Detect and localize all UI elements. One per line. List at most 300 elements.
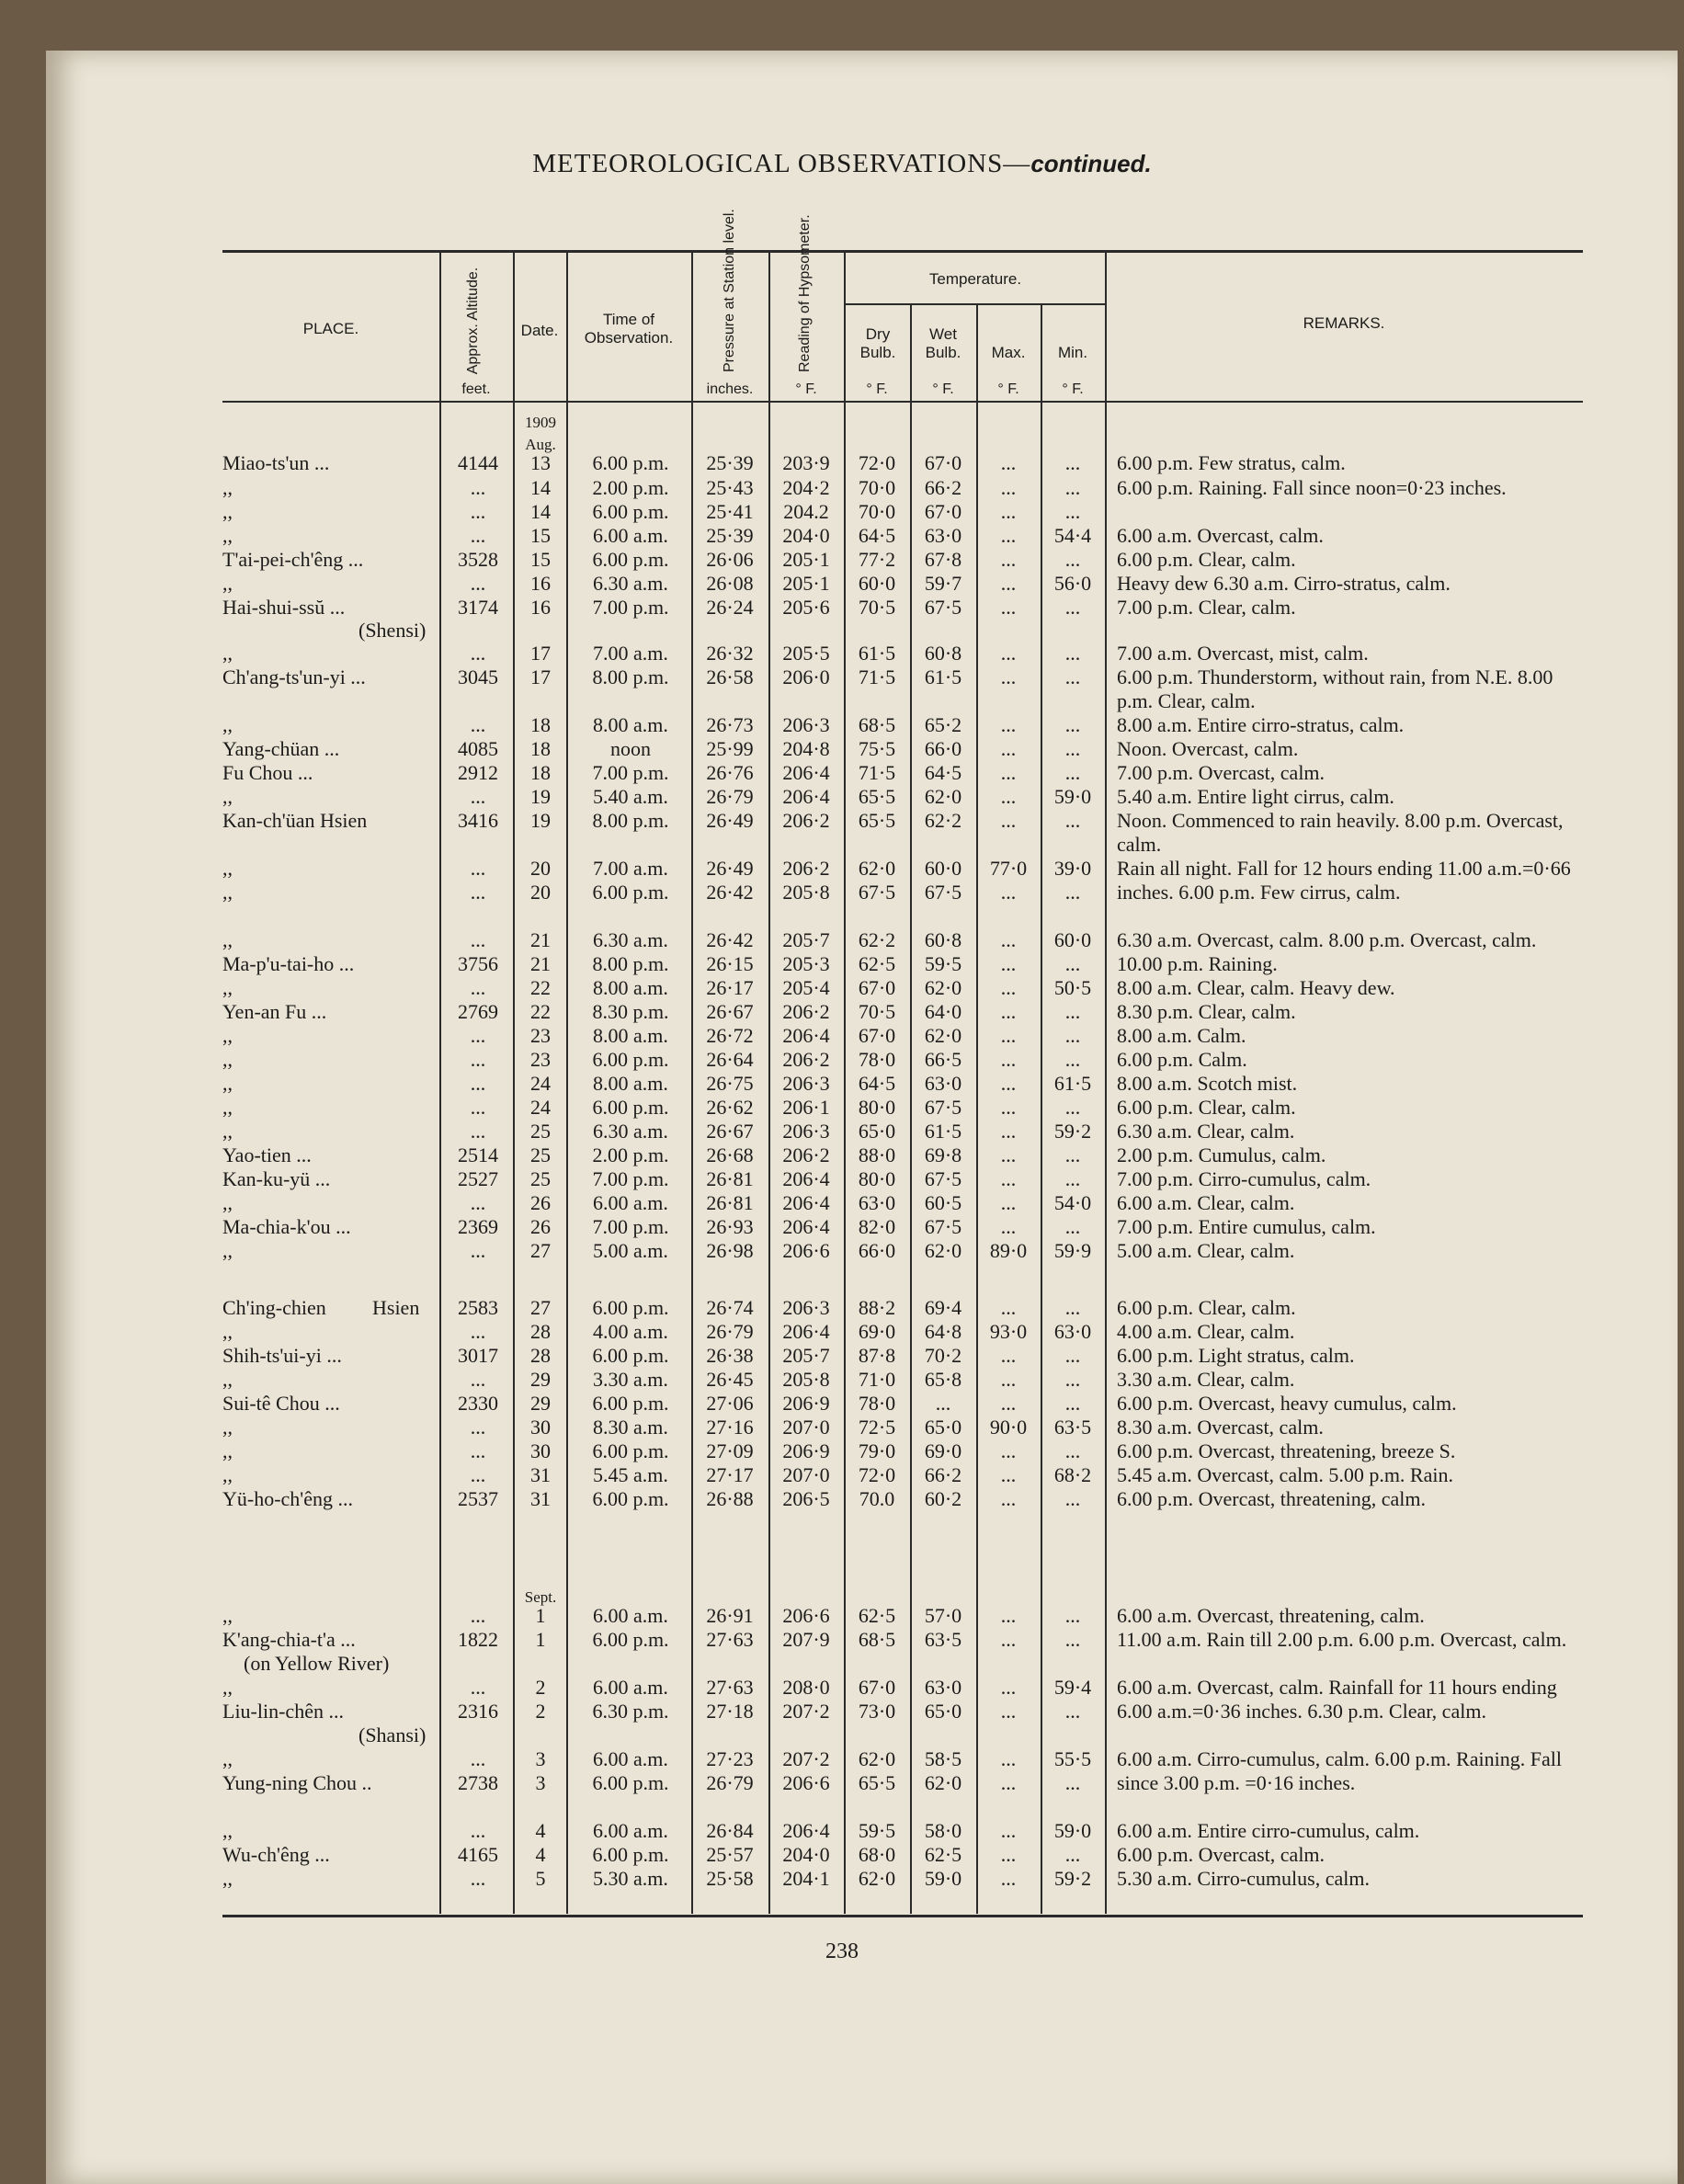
dry-bulb-cell: 62·0 [858, 1747, 896, 1770]
max-temp-cell: ... [1000, 976, 1017, 999]
remarks-cell: 6.00 a.m. Overcast, threatening, calm. [1117, 1604, 1425, 1627]
max-temp-cell: 93·0 [989, 1320, 1028, 1343]
max-temp-cell: ... [1000, 1392, 1017, 1415]
hypsometer-cell: 205·4 [782, 976, 830, 999]
date-cell: 16 [530, 596, 551, 619]
dry-bulb-cell: 67·0 [858, 1024, 896, 1047]
hypsometer-cell: 204·8 [782, 737, 830, 760]
max-temp-cell: ... [1000, 1167, 1017, 1190]
place-cell: Hai-shui-ssŭ ... [222, 596, 346, 619]
pressure-cell: 26·88 [706, 1487, 754, 1510]
date-cell: 14 [530, 500, 551, 523]
pressure-cell: 26·81 [706, 1167, 754, 1190]
table-row [0, 1143, 1684, 1167]
remarks-cell: Noon. Commenced to rain heavily. 8.00 p.m. Overcast, calm. [1117, 809, 1564, 856]
dry-bulb-cell: 70.0 [859, 1487, 895, 1510]
max-temp-cell: ... [1000, 1747, 1017, 1770]
remarks-cell: 7.00 p.m. Clear, calm. [1117, 596, 1296, 619]
pressure-cell: 27·63 [706, 1628, 754, 1651]
dry-bulb-cell: 62·5 [858, 952, 896, 975]
min-temp-cell: 59·4 [1053, 1676, 1092, 1699]
remarks-cell: 2.00 p.m. Cumulus, calm. [1117, 1143, 1326, 1166]
min-temp-cell: ... [1064, 737, 1081, 760]
min-temp-cell: ... [1064, 881, 1081, 904]
time-cell: 6.30 a.m. [593, 1120, 668, 1143]
wet-bulb-cell: 63·5 [924, 1628, 962, 1651]
header-dry: Dry Bulb. [859, 325, 896, 361]
remarks-cell: 7.00 p.m. Cirro-cumulus, calm. [1117, 1167, 1371, 1190]
pressure-cell: 25·99 [706, 737, 754, 760]
altitude-cell: ... [470, 1463, 486, 1486]
altitude-cell: ... [470, 713, 486, 736]
min-temp-cell: 63·5 [1053, 1416, 1092, 1439]
min-temp-cell: 54·4 [1053, 524, 1092, 547]
min-temp-cell: 60·0 [1053, 928, 1092, 951]
hypsometer-cell: 205·6 [782, 596, 830, 619]
date-cell: 29 [530, 1368, 551, 1391]
table-row [0, 1487, 1684, 1511]
dry-bulb-cell: 63·0 [858, 1191, 896, 1214]
hypsometer-cell: 206·4 [782, 1320, 830, 1343]
place-cell: ,, [222, 713, 233, 736]
place-cell: ,, [222, 1747, 233, 1770]
hypsometer-cell: 206·6 [782, 1771, 830, 1794]
wet-bulb-cell: 65·8 [924, 1368, 962, 1391]
pressure-cell: 26·76 [706, 761, 754, 784]
dry-bulb-cell: 62·5 [858, 1604, 896, 1627]
place-cell: Yen-an Fu ... [222, 1000, 327, 1023]
wet-bulb-cell: 67·0 [924, 451, 962, 474]
dry-bulb-cell: 80·0 [858, 1167, 896, 1190]
pressure-cell: 25·41 [706, 500, 754, 523]
place-cell: ,, [222, 928, 233, 951]
dry-bulb-cell: 78·0 [858, 1392, 896, 1415]
altitude-cell: ... [470, 1191, 486, 1214]
date-cell: 31 [530, 1463, 551, 1486]
hypsometer-cell: 206·0 [782, 665, 830, 688]
pressure-cell: 26·79 [706, 1771, 754, 1794]
min-temp-cell: ... [1064, 1771, 1081, 1794]
wet-bulb-cell: 66·0 [924, 737, 962, 760]
remarks-cell: 7.00 p.m. Entire cumulus, calm. [1117, 1215, 1376, 1238]
max-temp-cell: ... [1000, 524, 1017, 547]
dry-bulb-cell: 70·0 [858, 500, 896, 523]
table-row [0, 1000, 1684, 1024]
altitude-cell: ... [470, 1819, 486, 1842]
date-cell: 18 [530, 761, 551, 784]
min-temp-cell: ... [1064, 1843, 1081, 1866]
pressure-cell: 26·08 [706, 572, 754, 595]
max-temp-cell: ... [1000, 1191, 1017, 1214]
date-cell: 23 [530, 1024, 551, 1047]
min-temp-cell: 63·0 [1053, 1320, 1092, 1343]
dry-bulb-cell: 65·0 [858, 1120, 896, 1143]
hypsometer-cell: 206·4 [782, 1215, 830, 1238]
pressure-cell: 26·62 [706, 1096, 754, 1119]
table-row [0, 737, 1684, 761]
max-temp-cell: ... [1000, 1487, 1017, 1510]
min-temp-cell: 59·0 [1053, 785, 1092, 808]
remarks-cell: 6.30 a.m. Clear, calm. [1117, 1120, 1295, 1143]
header-bottom-rule [222, 401, 1583, 403]
min-temp-cell: ... [1064, 1344, 1081, 1367]
max-temp-cell: ... [1000, 1344, 1017, 1367]
date-cell: 17 [530, 665, 551, 688]
min-temp-cell: 55·5 [1053, 1747, 1092, 1770]
wet-bulb-cell: 62·0 [924, 1771, 962, 1794]
header-max: Max. [991, 344, 1026, 361]
time-cell: 6.30 p.m. [592, 1700, 669, 1723]
altitude-cell: 3528 [458, 548, 498, 571]
hypsometer-cell: 205·7 [782, 928, 830, 951]
remarks-cell: 6.00 p.m. Overcast, threatening, breeze S. [1117, 1439, 1456, 1462]
max-temp-cell: ... [1000, 737, 1017, 760]
min-temp-cell: ... [1064, 476, 1081, 499]
place-cell: K'ang-chia-t'a ... [222, 1628, 356, 1651]
remarks-cell: 11.00 a.m. Rain till 2.00 p.m. 6.00 p.m. Overcast, calm. [1117, 1628, 1567, 1651]
altitude-cell: 2738 [458, 1771, 498, 1794]
table-row [0, 1344, 1684, 1368]
min-temp-cell: ... [1064, 1700, 1081, 1723]
pressure-cell: 26·73 [706, 713, 754, 736]
remarks-cell: 6.00 p.m. Light stratus, calm. [1117, 1344, 1355, 1367]
hypsometer-cell: 207·2 [782, 1700, 830, 1723]
altitude-cell: 2369 [458, 1215, 498, 1238]
wet-bulb-cell: 69·8 [924, 1143, 962, 1166]
hypsometer-cell: 206·6 [782, 1239, 830, 1262]
header-hypsometer: Reading of Hypsometer. [797, 214, 813, 372]
header-place: PLACE. [302, 320, 359, 337]
time-cell: 6.00 p.m. [592, 1628, 669, 1651]
date-cell: 18 [530, 713, 551, 736]
pressure-cell: 26·49 [706, 809, 754, 832]
dry-bulb-cell: 62·0 [858, 857, 896, 880]
time-cell: 3.30 a.m. [593, 1368, 668, 1391]
remarks-cell: 6.00 p.m. Clear, calm. [1117, 1096, 1296, 1119]
altitude-cell: 2769 [458, 1000, 498, 1023]
header-min: Min. [1057, 344, 1088, 361]
max-temp-cell: ... [1000, 1604, 1017, 1627]
altitude-cell: ... [470, 1024, 486, 1047]
wet-bulb-cell: ... [935, 1392, 951, 1415]
pressure-cell: 25·43 [706, 476, 754, 499]
date-cell: 22 [530, 1000, 551, 1023]
time-cell: 6.00 a.m. [593, 1191, 668, 1214]
header-altitude: Approx. Altitude. [465, 267, 481, 375]
hypsometer-cell: 206·2 [782, 809, 830, 832]
wet-bulb-cell: 65·0 [924, 1700, 962, 1723]
max-temp-cell: 77·0 [989, 857, 1028, 880]
header-time: Time of Observation. [584, 311, 674, 347]
table-row [0, 1368, 1684, 1392]
altitude-cell: ... [470, 642, 486, 665]
wet-bulb-cell: 62·5 [924, 1843, 962, 1866]
remarks-cell: 8.00 a.m. Calm. [1117, 1024, 1246, 1047]
min-temp-cell: ... [1064, 1096, 1081, 1119]
hypsometer-cell: 206·2 [782, 857, 830, 880]
min-temp-cell: ... [1064, 713, 1081, 736]
remarks-cell: Rain all night. Fall for 12 hours ending 11.00 a.m.=0·66 inches. 6.00 p.m. Few cirrus, calm. [1117, 857, 1571, 904]
wet-bulb-cell: 61·5 [924, 1120, 962, 1143]
date-cell: 20 [530, 857, 551, 880]
time-cell: 6.30 a.m. [593, 572, 668, 595]
place-cell: Ma-p'u-tai-ho ... [222, 952, 355, 975]
date-cell: 19 [530, 809, 551, 832]
wet-bulb-cell: 60·8 [924, 642, 962, 665]
month-sept: Sept. [524, 1588, 557, 1606]
pressure-cell: 25·58 [706, 1867, 754, 1890]
pressure-cell: 26·79 [706, 1320, 754, 1343]
hypsometer-cell: 206·4 [782, 1191, 830, 1214]
min-temp-cell: ... [1064, 1215, 1081, 1238]
date-cell: 24 [530, 1096, 551, 1119]
altitude-cell: ... [470, 976, 486, 999]
min-temp-cell: ... [1064, 1487, 1081, 1510]
min-temp-cell: 59·2 [1053, 1867, 1092, 1890]
date-cell: 27 [530, 1296, 551, 1319]
altitude-cell: ... [470, 1439, 486, 1462]
table-row [0, 665, 1684, 712]
min-temp-cell: ... [1064, 1024, 1081, 1047]
hypsometer-cell: 204.2 [783, 500, 829, 523]
wet-bulb-cell: 63·0 [924, 524, 962, 547]
remarks-cell: 8.30 p.m. Clear, calm. [1117, 1000, 1296, 1023]
wet-bulb-cell: 60·8 [924, 928, 962, 951]
altitude-cell: ... [470, 928, 486, 951]
remarks-cell: 5.40 a.m. Entire light cirrus, calm. [1117, 785, 1394, 808]
date-cell: 14 [530, 476, 551, 499]
hypsometer-cell: 207·0 [782, 1416, 830, 1439]
pressure-cell: 26·81 [706, 1191, 754, 1214]
time-cell: 5.40 a.m. [593, 785, 668, 808]
max-temp-cell: 90·0 [989, 1416, 1028, 1439]
remarks-cell: 6.30 a.m. Overcast, calm. 8.00 p.m. Overcast, calm. 10.00 p.m. Raining. [1117, 928, 1537, 975]
wet-bulb-cell: 64·8 [924, 1320, 962, 1343]
wet-bulb-cell: 63·0 [924, 1072, 962, 1095]
remarks-cell: 5.00 a.m. Clear, calm. [1117, 1239, 1295, 1262]
remarks-cell: 8.00 a.m. Entire cirro-stratus, calm. [1117, 713, 1405, 736]
max-temp-cell: ... [1000, 500, 1017, 523]
remarks-cell: 8.00 a.m. Scotch mist. [1117, 1072, 1298, 1095]
remarks-cell: 6.00 p.m. Few stratus, calm. [1117, 451, 1346, 474]
place-cell: ,, [222, 1416, 233, 1439]
wet-bulb-cell: 60·5 [924, 1191, 962, 1214]
table-row [0, 1819, 1684, 1843]
table-row [0, 785, 1684, 809]
pressure-cell: 26·45 [706, 1368, 754, 1391]
pressure-cell: 26·58 [706, 665, 754, 688]
dry-bulb-cell: 65·5 [858, 809, 896, 832]
wet-bulb-cell: 59·5 [924, 952, 962, 975]
wet-bulb-cell: 67·5 [924, 881, 962, 904]
pressure-cell: 26·06 [706, 548, 754, 571]
hypsometer-cell: 206·1 [782, 1096, 830, 1119]
remarks-cell: 5.45 a.m. Overcast, calm. 5.00 p.m. Rain. [1117, 1463, 1453, 1486]
pressure-cell: 26·49 [706, 857, 754, 880]
hypsometer-cell: 204·0 [782, 1843, 830, 1866]
time-cell: 8.30 p.m. [592, 1000, 669, 1023]
remarks-cell: 6.00 p.m. Thunderstorm, without rain, from N.E. 8.00 p.m. Clear, calm. [1117, 665, 1553, 712]
remarks-cell: 8.30 a.m. Overcast, calm. [1117, 1416, 1324, 1439]
date-cell: 30 [530, 1416, 551, 1439]
place-cell: ,, [222, 1320, 233, 1343]
hypsometer-cell: 206·2 [782, 1048, 830, 1071]
dry-bulb-cell: 78·0 [858, 1048, 896, 1071]
max-temp-cell: 89·0 [989, 1239, 1028, 1262]
altitude-cell: ... [470, 1072, 486, 1095]
time-cell: 6.00 p.m. [592, 1392, 669, 1415]
time-cell: 6.00 p.m. [592, 1439, 669, 1462]
place-note-shansi: (Shansi) [358, 1723, 427, 1746]
title-text: METEOROLOGICAL OBSERVATIONS— [532, 149, 1031, 178]
max-temp-cell: ... [1000, 548, 1017, 571]
hypsometer-cell: 205·5 [782, 642, 830, 665]
pressure-cell: 26·72 [706, 1024, 754, 1047]
wet-bulb-cell: 69·0 [924, 1439, 962, 1462]
altitude-cell: ... [470, 476, 486, 499]
time-cell: 6.00 p.m. [592, 1096, 669, 1119]
max-temp-cell: ... [1000, 1120, 1017, 1143]
time-cell: 8.00 a.m. [593, 1024, 668, 1047]
max-temp-cell: ... [1000, 1048, 1017, 1071]
min-temp-cell: 39·0 [1053, 857, 1092, 880]
hypsometer-cell: 203·9 [782, 451, 830, 474]
dry-bulb-cell: 70·0 [858, 476, 896, 499]
hypsometer-cell: 207·0 [782, 1463, 830, 1486]
date-cell: 18 [530, 737, 551, 760]
table-row [0, 1439, 1684, 1463]
max-temp-cell: ... [1000, 1867, 1017, 1890]
min-temp-cell: ... [1064, 1048, 1081, 1071]
pressure-cell: 27·16 [706, 1416, 754, 1439]
time-cell: noon [610, 737, 651, 760]
place-cell: Fu Chou ... [222, 761, 313, 784]
pressure-cell: 26·15 [706, 952, 754, 975]
remarks-cell: 3.30 a.m. Clear, calm. [1117, 1368, 1295, 1391]
wet-bulb-cell: 66·2 [924, 1463, 962, 1486]
pressure-cell: 26·64 [706, 1048, 754, 1071]
dry-bulb-cell: 71·5 [858, 665, 896, 688]
hypsometer-cell: 205·1 [782, 572, 830, 595]
min-temp-cell: 59·2 [1053, 1120, 1092, 1143]
min-temp-cell: ... [1064, 761, 1081, 784]
table-row [0, 572, 1684, 596]
date-cell: 4 [535, 1819, 546, 1842]
dry-bulb-cell: 67·0 [858, 976, 896, 999]
min-temp-cell: ... [1064, 1000, 1081, 1023]
place-note-yellow-river: (on Yellow River) [244, 1652, 390, 1675]
max-temp-cell: ... [1000, 1843, 1017, 1866]
altitude-cell: 2330 [458, 1392, 498, 1415]
time-cell: 2.00 p.m. [592, 476, 669, 499]
place-cell: ,, [222, 524, 233, 547]
hypsometer-cell: 205·7 [782, 1344, 830, 1367]
wet-bulb-cell: 65·0 [924, 1416, 962, 1439]
min-temp-cell: ... [1064, 642, 1081, 665]
altitude-cell: 4144 [458, 451, 498, 474]
time-cell: 6.00 p.m. [592, 1048, 669, 1071]
pressure-cell: 26·75 [706, 1072, 754, 1095]
unit-altitude: feet. [461, 381, 491, 397]
place-cell: ,, [222, 1368, 233, 1391]
time-cell: 6.00 p.m. [592, 1344, 669, 1367]
place-cell: ,, [222, 476, 233, 499]
altitude-cell: 4165 [458, 1843, 498, 1866]
table-row [0, 1191, 1684, 1215]
max-temp-cell: ... [1000, 642, 1017, 665]
altitude-cell: 3756 [458, 952, 498, 975]
hypsometer-cell: 206·2 [782, 1143, 830, 1166]
table-row [0, 1771, 1684, 1795]
max-temp-cell: ... [1000, 881, 1017, 904]
hypsometer-cell: 206·4 [782, 1167, 830, 1190]
remarks-cell: 6.00 p.m. Clear, calm. [1117, 548, 1296, 571]
place-cell: ,, [222, 572, 233, 595]
time-cell: 2.00 p.m. [592, 1143, 669, 1166]
date-cell: 3 [535, 1771, 546, 1794]
date-cell: 15 [530, 548, 551, 571]
time-cell: 5.30 a.m. [593, 1867, 668, 1890]
date-cell: 2 [535, 1676, 546, 1699]
time-cell: 6.00 a.m. [593, 1819, 668, 1842]
place-cell: ,, [222, 1120, 233, 1143]
min-temp-cell: ... [1064, 451, 1081, 474]
hypsometer-cell: 206·2 [782, 1000, 830, 1023]
place-cell: Sui-tê Chou ... [222, 1392, 340, 1415]
time-cell: 7.00 p.m. [592, 596, 669, 619]
max-temp-cell: ... [1000, 1096, 1017, 1119]
date-cell: 15 [530, 524, 551, 547]
date-cell: 5 [535, 1867, 546, 1890]
pressure-cell: 26·24 [706, 596, 754, 619]
min-temp-cell: 54·0 [1053, 1191, 1092, 1214]
min-temp-cell: ... [1064, 1604, 1081, 1627]
place-cell: Yung-ning Chou .. [222, 1771, 372, 1794]
altitude-cell: ... [470, 1239, 486, 1262]
altitude-cell: 2912 [458, 761, 498, 784]
max-temp-cell: ... [1000, 1143, 1017, 1166]
place-cell: ,, [222, 1463, 233, 1486]
year-label: 1909 [525, 414, 556, 431]
wet-bulb-cell: 67·5 [924, 1167, 962, 1190]
altitude-cell: ... [470, 1320, 486, 1343]
hypsometer-cell: 204·2 [782, 476, 830, 499]
max-temp-cell: ... [1000, 665, 1017, 688]
pressure-cell: 25·39 [706, 451, 754, 474]
remarks-cell: Noon. Overcast, calm. [1117, 737, 1299, 760]
dry-bulb-cell: 88·0 [858, 1143, 896, 1166]
place-cell: ,, [222, 1239, 233, 1262]
time-cell: 5.45 a.m. [593, 1463, 668, 1486]
dry-bulb-cell: 71·0 [858, 1368, 896, 1391]
hypsometer-cell: 207·2 [782, 1747, 830, 1770]
wet-bulb-cell: 60·2 [924, 1487, 962, 1510]
time-cell: 4.00 a.m. [593, 1320, 668, 1343]
min-temp-cell: ... [1064, 1167, 1081, 1190]
altitude-cell: ... [470, 524, 486, 547]
max-temp-cell: ... [1000, 1024, 1017, 1047]
remarks-cell: 6.00 p.m. Overcast, threatening, calm. [1117, 1487, 1427, 1510]
date-cell: 23 [530, 1048, 551, 1071]
max-temp-cell: ... [1000, 476, 1017, 499]
date-cell: 4 [535, 1843, 546, 1866]
dry-bulb-cell: 67·0 [858, 1676, 896, 1699]
dry-bulb-cell: 72·5 [858, 1416, 896, 1439]
time-cell: 8.00 p.m. [592, 665, 669, 688]
hypsometer-cell: 206·4 [782, 785, 830, 808]
place-cell: Wu-ch'êng ... [222, 1843, 330, 1866]
dry-bulb-cell: 68·0 [858, 1843, 896, 1866]
